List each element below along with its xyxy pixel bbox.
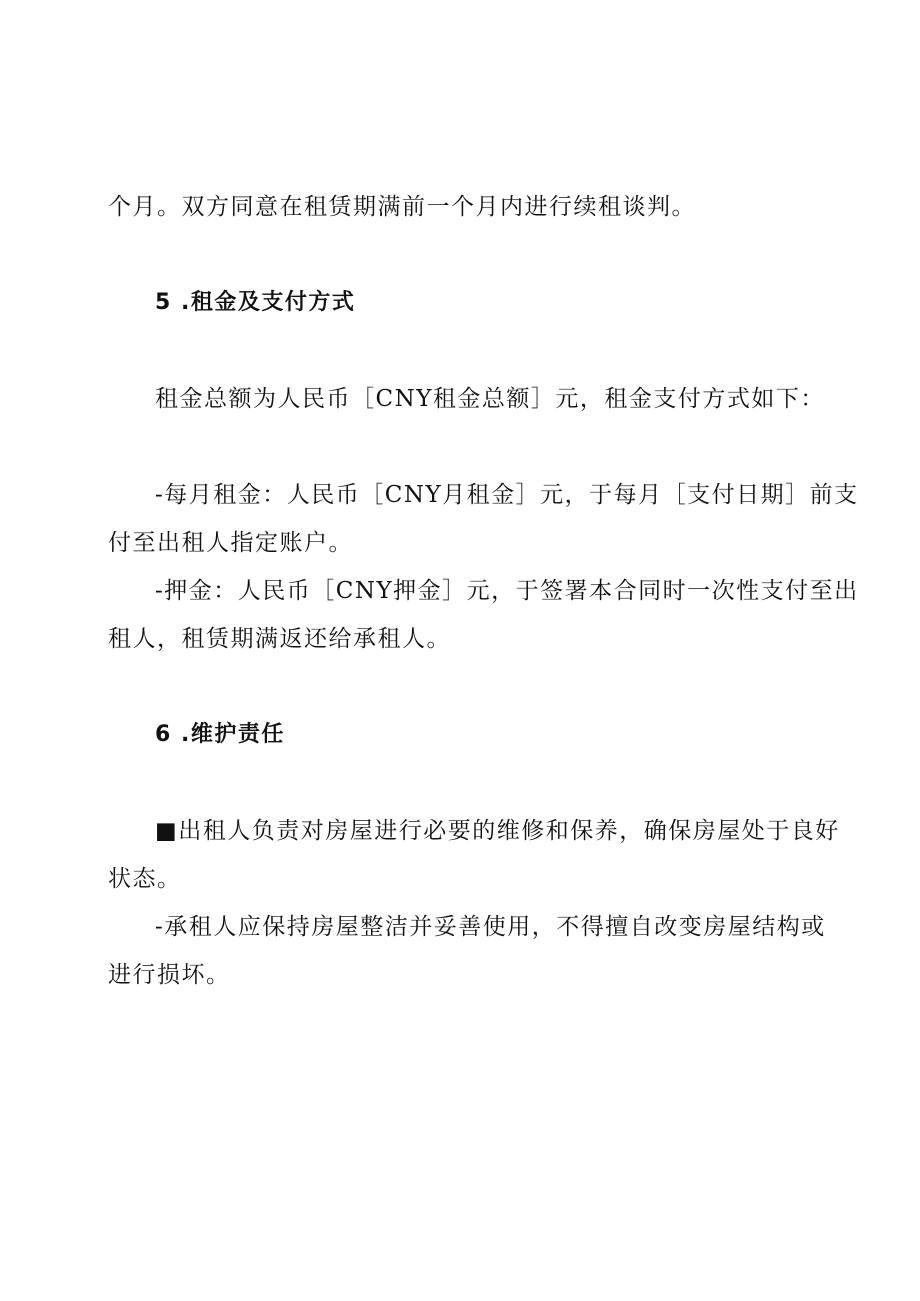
monthly-rent-line-2: 付至出租人指定账户。 xyxy=(108,530,353,556)
continuation-paragraph: 个月。双方同意在租赁期满前一个月内进行续租谈判。 xyxy=(108,194,696,220)
deposit-line-1: -押金：人民币［CNY押金］元，于签署本合同时一次性支付至出 xyxy=(155,578,859,604)
monthly-rent-line-1: -每月租金：人民币［CNY月租金］元，于每月［支付日期］前支 xyxy=(155,482,859,508)
landlord-duty-line-2: 状态。 xyxy=(108,866,182,892)
section-5-heading: 5 .租金及支付方式 xyxy=(155,290,356,315)
landlord-duty-line-1: ■出租人负责对房屋进行必要的维修和保养，确保房屋处于良好 xyxy=(155,818,840,844)
deposit-line-2: 租人，租赁期满返还给承租人。 xyxy=(108,626,451,652)
tenant-duty-line-2: 进行损坏。 xyxy=(108,962,231,988)
tenant-duty-line-1: -承租人应保持房屋整洁并妥善使用，不得擅自改变房屋结构或 xyxy=(155,914,826,940)
section-6-heading: 6 .维护责任 xyxy=(155,722,285,747)
rent-intro-paragraph: 租金总额为人民币［CNY租金总额］元，租金支付方式如下： xyxy=(155,386,825,412)
